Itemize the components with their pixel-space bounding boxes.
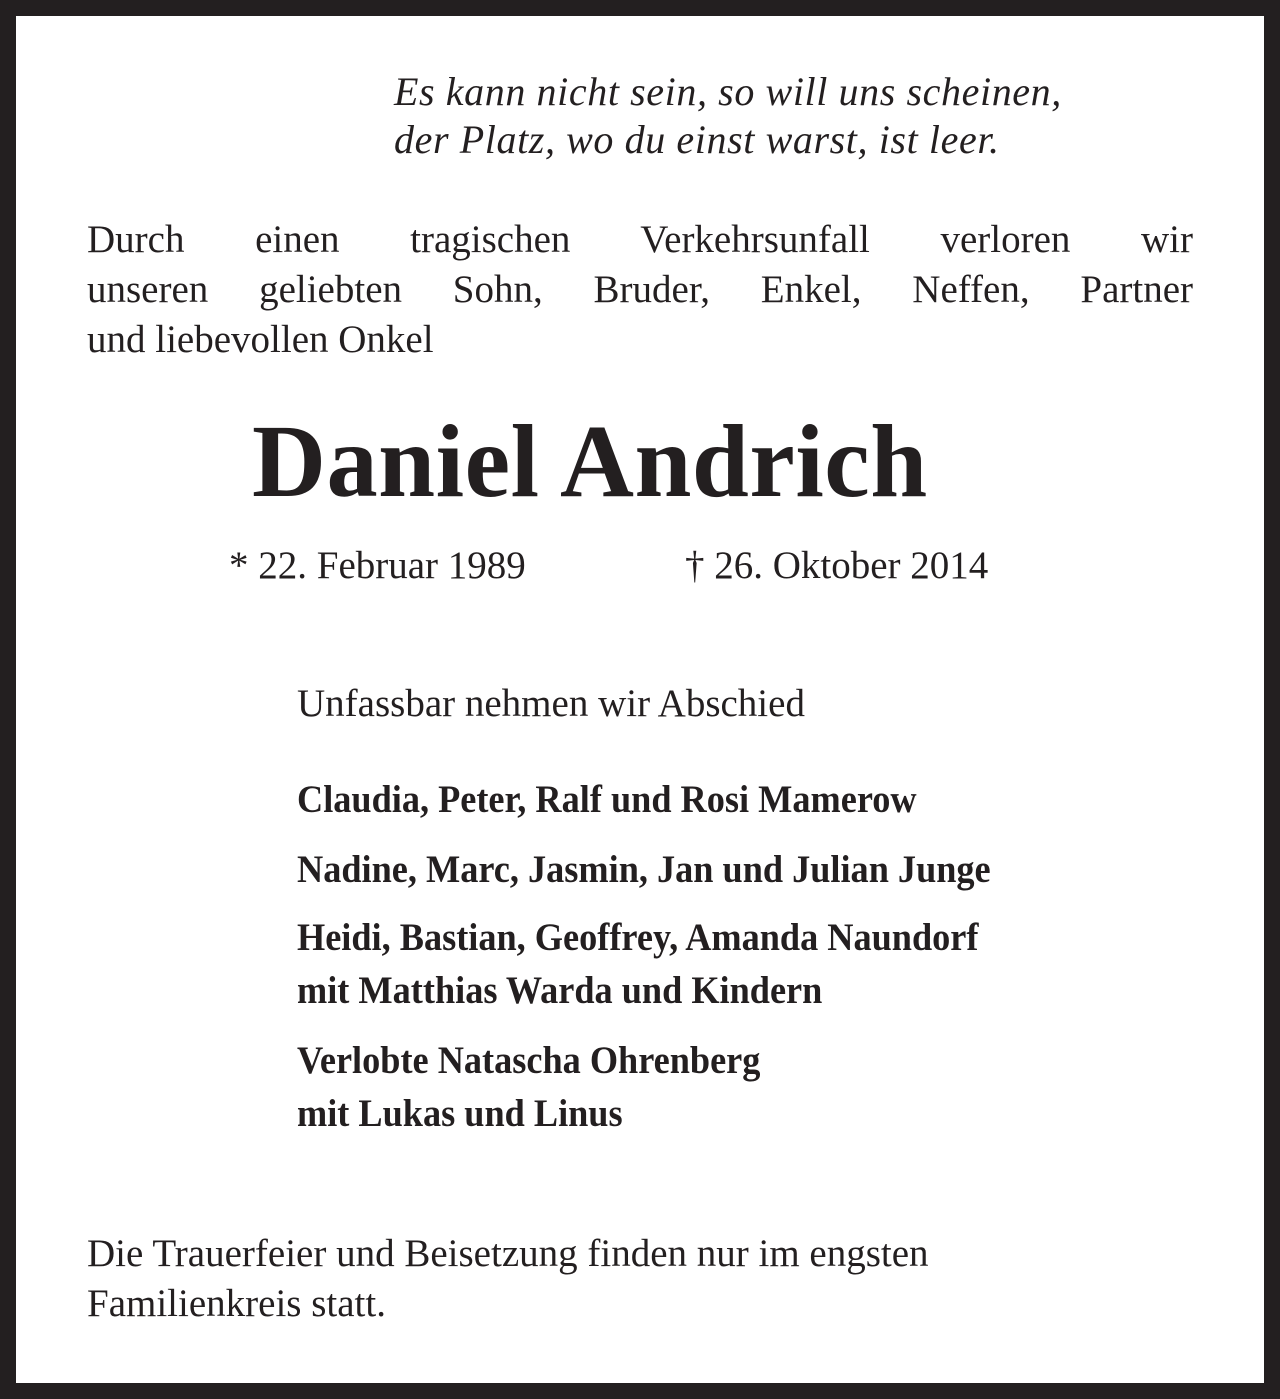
mourner-group-4-line-1: Verlobte Natascha Ohrenberg	[297, 1039, 761, 1082]
closing-line-2: Familienkreis statt.	[87, 1282, 386, 1325]
intro-line-1: Durch einen tragischen Verkehrsunfall verloren wir	[87, 218, 1193, 261]
deceased-name: Daniel Andrich	[252, 404, 928, 519]
birth-date: * 22. Februar 1989	[229, 544, 526, 587]
death-date: † 26. Oktober 2014	[685, 544, 989, 587]
verse-line-2: der Platz, wo du einst warst, ist leer.	[394, 117, 1000, 162]
mourner-group-3-line-1: Heidi, Bastian, Geoffrey, Amanda Naundorf	[297, 916, 979, 959]
intro-line-2: unseren geliebten Sohn, Bruder, Enkel, Neffen, Partner	[87, 268, 1193, 311]
farewell-text: Unfassbar nehmen wir Abschied	[297, 682, 805, 725]
verse-line-1: Es kann nicht sein, so will uns scheinen,	[394, 69, 1062, 114]
mourner-group-3-line-2: mit Matthias Warda und Kindern	[297, 969, 823, 1012]
closing-line-1: Die Trauerfeier und Beisetzung finden nur im engsten	[87, 1232, 929, 1275]
mourner-group-2: Nadine, Marc, Jasmin, Jan und Julian Junge	[297, 848, 991, 891]
intro-line-3: und liebevollen Onkel	[87, 318, 434, 361]
mourner-group-1: Claudia, Peter, Ralf und Rosi Mamerow	[297, 778, 917, 821]
mourner-group-4-line-2: mit Lukas und Linus	[297, 1092, 623, 1135]
